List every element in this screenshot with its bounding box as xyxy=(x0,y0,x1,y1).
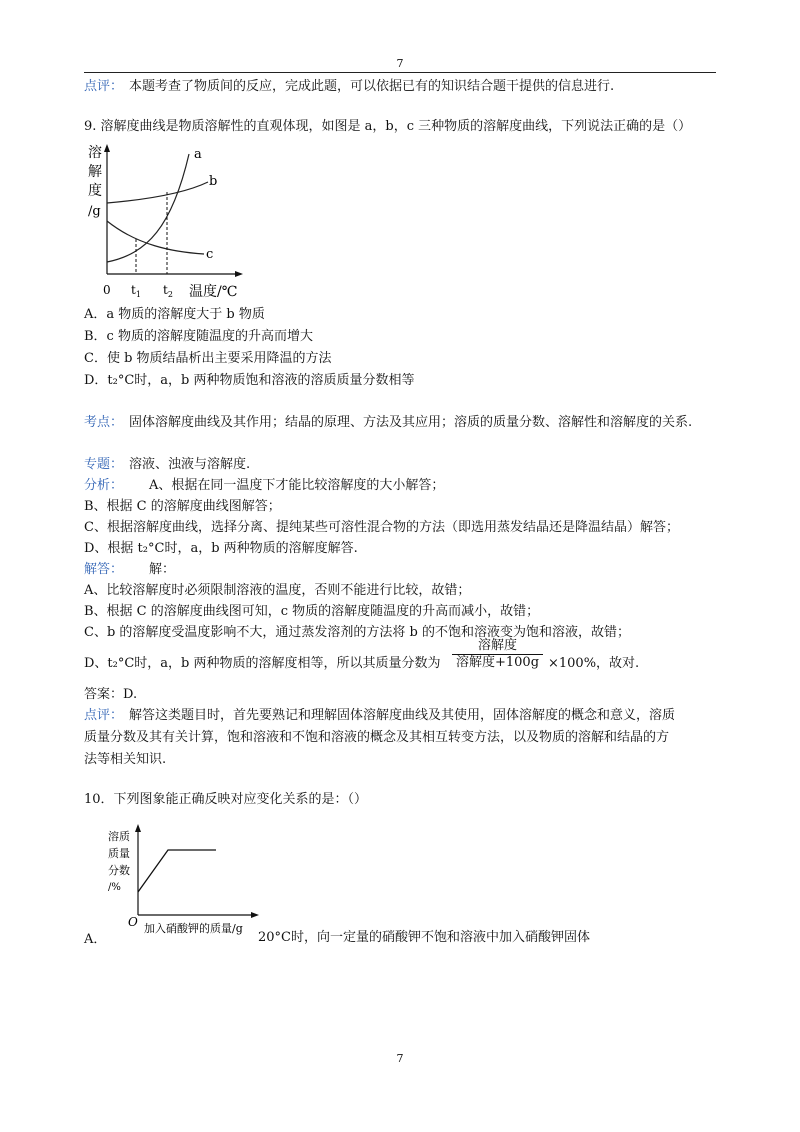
q9-fenxi-first xyxy=(84,477,444,495)
fraction-numerator: 溶解度 xyxy=(478,638,518,653)
fenxi-line-2: C、根据溶解度曲线，选择分离、提纯某些可溶性混合物的方法（即选用蒸发结晶还是降温结晶）解答； xyxy=(84,520,679,535)
q10-y-arrow xyxy=(135,824,141,832)
jieda-d-suffix: ×100%，故对. xyxy=(548,656,640,671)
q9-ylabel-3: /g xyxy=(88,204,101,219)
dianping-line-1: 质量分数及其有关计算，饱和溶液和不饱和溶液的概念及其相互转变方法，以及物质的溶解和结晶的方 xyxy=(84,730,670,745)
jieda-line-0: A、比较溶解度时必须限制溶液的温度，否则不能进行比较，故错； xyxy=(84,583,471,598)
jieda-first: 解： xyxy=(149,562,176,577)
q9-x-arrow xyxy=(235,271,243,277)
q10-ylabel-3: /% xyxy=(108,882,121,893)
q9-ylabel-0: 溶 xyxy=(88,145,102,161)
q9-zhuanti xyxy=(84,456,250,474)
kaodian-text: 固体溶解度曲线及其作用；结晶的原理、方法及其应用；溶质的质量分数、溶解性和溶解度的关系. xyxy=(129,415,693,430)
q9-ylabel-2: 度 xyxy=(88,183,102,199)
fenxi-label: 分析： xyxy=(84,478,124,493)
q10-option-a-text: 20°C时，向一定量的硝酸钾不饱和溶液中加入硝酸钾固体 xyxy=(258,930,590,945)
q9-curve-a-helper xyxy=(107,156,194,262)
q9-jieda-first xyxy=(84,561,175,579)
jieda-label: 解答： xyxy=(84,562,124,577)
q9-origin: 0 xyxy=(103,283,111,297)
jieda-d-prefix: D、t₂°C时，a，b 两种物质的溶解度相等，所以其质量分数为 xyxy=(84,656,441,671)
q9-t1: $t_1$ xyxy=(131,283,141,299)
q9-option-c: C．使 b 物质结晶析出主要采用降温的方法 xyxy=(84,351,332,366)
mass-fraction-formula xyxy=(452,638,543,671)
q9-stem: 9. 溶解度曲线是物质溶解性的直观体现，如图是 a，b，c 三种物质的溶解度曲线，下列说法正确的是（） xyxy=(84,119,692,134)
q9-t2: $t_2$ xyxy=(163,283,173,299)
q10-graph-a xyxy=(104,822,284,940)
q9-curve-c xyxy=(107,221,204,254)
intro-comment-label: 点评： xyxy=(84,79,124,94)
q9-y-arrow xyxy=(104,144,110,152)
q10-x-arrow xyxy=(251,912,259,918)
zhuanti-text: 溶液、浊液与溶解度. xyxy=(129,457,251,472)
jieda-line-2: C、b 的溶解度受温度影响不大，通过蒸发溶剂的方法将 b 的不饱和溶液变为饱和溶液，故错； xyxy=(84,625,630,640)
q9-xlabel: 温度/℃ xyxy=(189,284,238,300)
q10-option-a-label: A． xyxy=(84,932,107,947)
kaodian-label: 考点： xyxy=(84,415,124,430)
footer-page-number: 7 xyxy=(396,1052,404,1065)
q9-option-b: B．c 物质的溶解度随温度的升高而增大 xyxy=(84,329,313,344)
zhuanti-label: 专题： xyxy=(84,457,124,472)
q9-label-c: c xyxy=(206,247,214,262)
q9-option-d: D．t₂°C时，a，b 两种物质饱和溶液的溶质质量分数相等 xyxy=(84,373,415,388)
q10-stem: 10．下列图象能正确反映对应变化关系的是：（） xyxy=(84,792,368,807)
q9-answer: 答案：D. xyxy=(84,687,138,702)
q10-curve xyxy=(138,850,216,892)
fenxi-line-0: A、根据在同一温度下才能比较溶解度的大小解答； xyxy=(149,478,445,493)
intro-comment-text: 本题考查了物质间的反应，完成此题，可以依据已有的知识结合题干提供的信息进行. xyxy=(129,79,615,94)
intro-comment xyxy=(84,78,614,96)
jieda-line-1: B、根据 C 的溶解度曲线图可知，c 物质的溶解度随温度的升高而减小，故错； xyxy=(84,604,540,619)
q9-curve-a xyxy=(107,154,189,262)
solubility-curve-figure xyxy=(82,142,262,302)
q9-dianping-first xyxy=(84,707,675,725)
q10-origin: O xyxy=(128,915,138,929)
fenxi-line-1: B、根据 C 的溶解度曲线图解答； xyxy=(84,499,281,514)
q9-option-a: A．a 物质的溶解度大于 b 物质 xyxy=(84,307,265,322)
q10-ylabel-0: 溶质 xyxy=(108,830,130,843)
q9-label-b: b xyxy=(209,174,218,189)
fraction-denominator: 溶解度+100g xyxy=(456,655,540,670)
dianping-line-0: 解答这类题目时，首先要熟记和理解固体溶解度曲线及其使用，固体溶解度的概念和意义，溶质 xyxy=(129,708,676,723)
q9-kaodian xyxy=(84,414,692,432)
q9-curve-b xyxy=(107,182,208,203)
fenxi-line-3: D、根据 t₂°C时，a，b 两种物质的溶解度解答. xyxy=(84,541,358,556)
header-rule xyxy=(84,72,716,73)
q10-ylabel-1: 质量 xyxy=(108,847,130,860)
dianping-line-2: 法等相关知识. xyxy=(84,752,167,767)
q9-ylabel-1: 解 xyxy=(88,164,102,180)
dianping-label: 点评： xyxy=(84,708,124,723)
q10-ylabel-2: 分数 xyxy=(108,864,130,877)
header-page-number: 7 xyxy=(396,57,404,70)
q10-xlabel: 加入硝酸钾的质量/g xyxy=(144,922,243,935)
q9-label-a: a xyxy=(194,147,202,162)
